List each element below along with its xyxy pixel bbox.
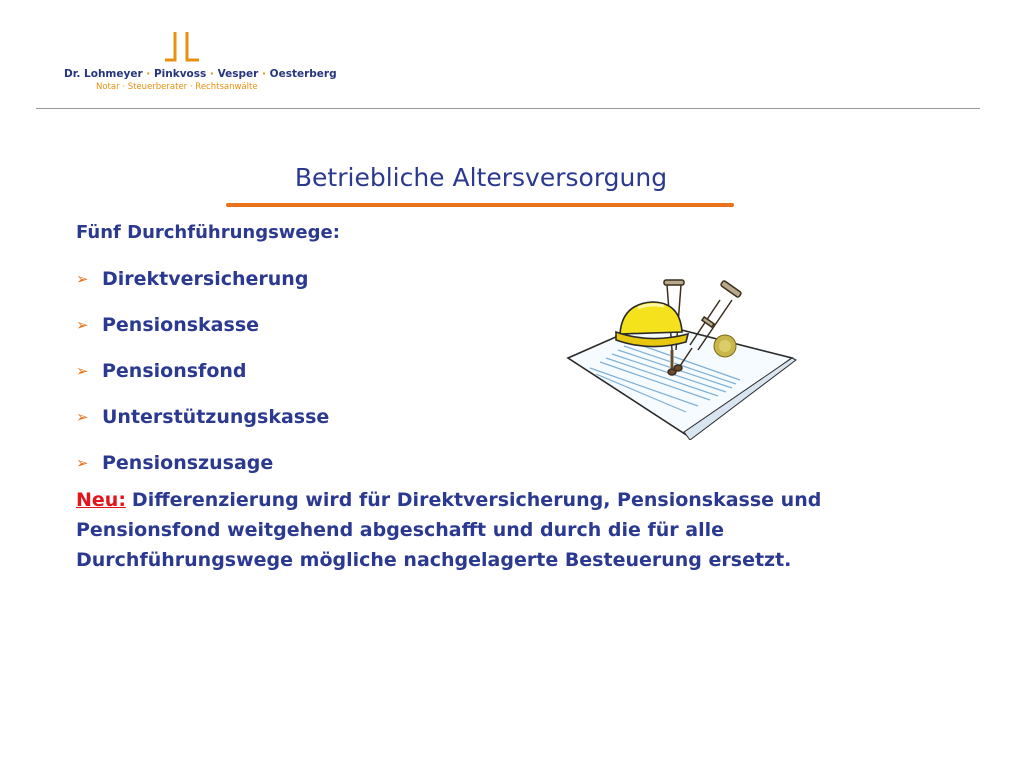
bullet-text: Pensionsfond	[102, 360, 247, 382]
logo-separator: ·	[261, 68, 270, 80]
hardhat-crutches-document-clipart	[560, 270, 800, 440]
logo-separator: ·	[209, 68, 218, 80]
logo-separator: ·	[189, 82, 196, 92]
slide-title: Betriebliche Altersversorgung	[294, 163, 668, 192]
double-l-logo-icon	[163, 30, 203, 64]
bullet-text: Pensionskasse	[102, 314, 260, 336]
note-label: Neu:	[76, 489, 126, 511]
list-item	[76, 440, 329, 486]
logo-name-2: Pinkvoss	[153, 68, 207, 80]
arrow-right-icon: ➢	[76, 408, 89, 426]
company-logo	[58, 30, 337, 96]
logo-profession-2: Steuerberater	[127, 82, 188, 92]
logo-professions	[96, 82, 258, 92]
arrow-right-icon: ➢	[76, 270, 89, 288]
bullet-text: Unterstützungskasse	[102, 406, 330, 428]
title-underline	[226, 203, 734, 207]
note-text: Differenzierung wird für Direktversicherung, Pensionskasse und Pensionsfond weitgehend abgeschafft und durch die für alle Durchführungswege mögliche nachgelagerte Besteuerung ersetzt.	[76, 489, 822, 571]
header-divider	[36, 108, 980, 109]
logo-separator: ·	[122, 82, 128, 92]
logo-firm-names	[64, 68, 337, 80]
logo-name-3: Vesper	[217, 68, 259, 80]
logo-profession-3: Rechtsanwälte	[195, 82, 258, 92]
list-item	[76, 394, 329, 440]
bullet-text: Direktversicherung	[102, 268, 309, 290]
logo-name-4: Oesterberg	[269, 68, 337, 80]
logo-name-1: Dr. Lohmeyer	[64, 68, 143, 80]
slide-subtitle: Fünf Durchführungswege:	[76, 222, 340, 243]
arrow-right-icon: ➢	[76, 316, 89, 334]
note-paragraph	[76, 485, 936, 575]
arrow-right-icon: ➢	[76, 454, 89, 472]
logo-profession-1: Notar	[96, 82, 120, 92]
bullet-list	[76, 256, 329, 486]
list-item	[76, 302, 329, 348]
bullet-text: Pensionszusage	[102, 452, 274, 474]
list-item	[76, 348, 329, 394]
logo-separator: ·	[146, 68, 154, 80]
list-item	[76, 256, 329, 302]
arrow-right-icon: ➢	[76, 362, 89, 380]
